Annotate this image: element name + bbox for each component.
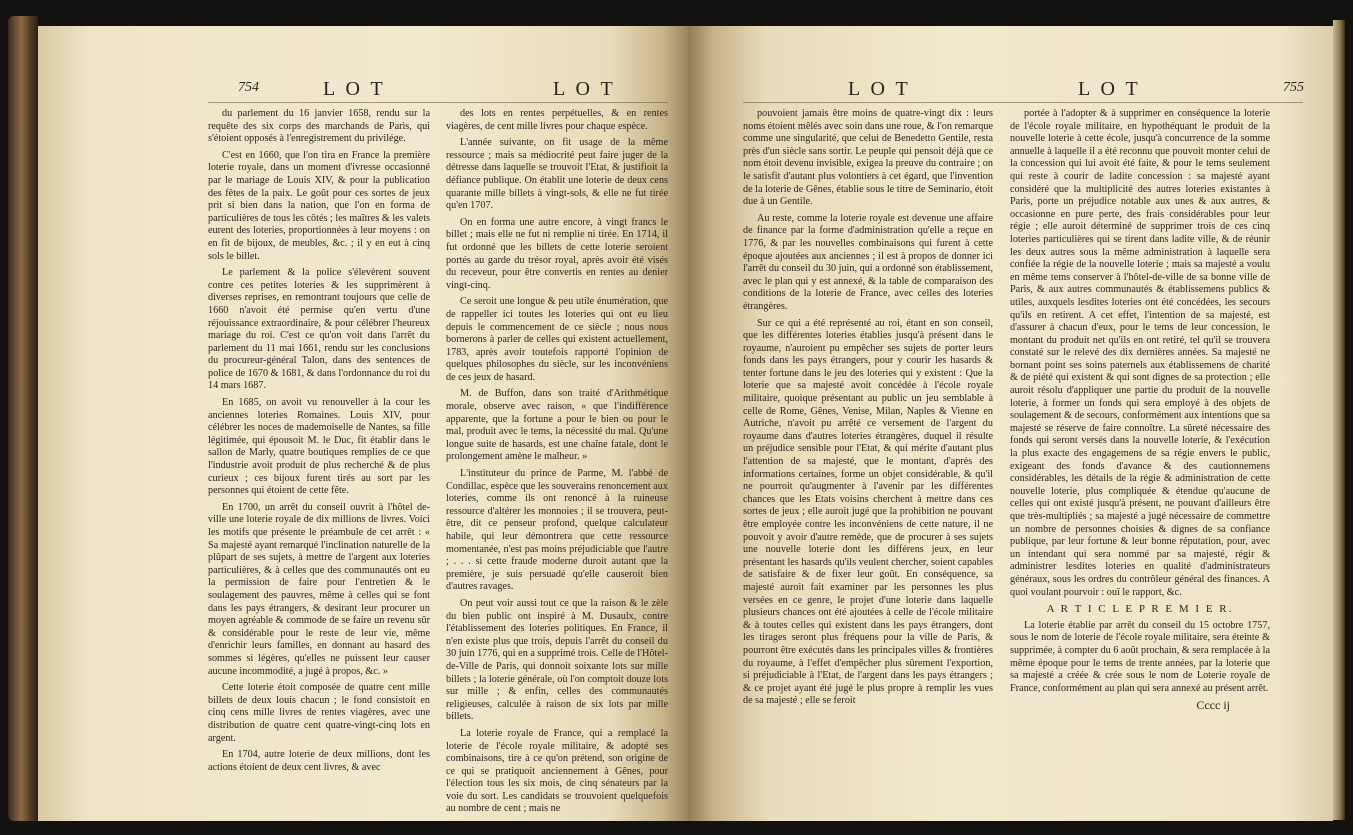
text-column-2	[1010, 108, 1270, 716]
paragraph: M. de Buffon, dans son traité d'Arithmétique morale, observe avec raison, « que l'indifférence apparente, que la fortune a pour le bien ou pour le mal, produit avec le tems, la nécessité du mal. Qu'une longue suite de hasards, est une chaîne fatale, dont le prolongement amène le malheur. »	[446, 388, 668, 463]
paragraph: Ce seroit une longue & peu utile énumération, que de rappeller ici toutes les loteries qui ont eu lieu depuis le commencement de ce siècle ; nous nous bornerons à parler de celles qui existent actuellement, 1783, après avoir toutefois rapporté l'opinion de quelques philosophes du siècle, sur les inconvéniens de ces jeux de hasard.	[446, 296, 668, 383]
paragraph: En 1704, autre loterie de deux millions, dont les actions étoient de deux cent livres, & avec	[208, 749, 430, 773]
paragraph: portée à l'adopter & à supprimer en conséquence la loterie de l'école royale militaire, en hypothéquant le produit de la nouvelle loterie à cette école, jusqu'à concurrence de la somme annuelle à laquelle il a été reconnu que pouvoit monter celui de la concession qui lui avoit été faite, & pour le tems seulement qui reste à courir de ladite concession : sa majesté ayant considéré que la multiplicité des autres loteries existantes à Paris, porte un préjudice notable aux unes & aux autres, & occasionne en pure perte, des frais considérables pour leur régie ; elle auroit déterminé de supprimer trois de ces cinq loteries particulières qui se tirent dans ladite ville, & de réunir les deux autres sous la même administration à laquelle sera confiée la régie de la nouvelle loterie ; mais sa majesté a voulu en même tems conserver à l'hôtel-de-ville de sa bonne ville de Paris, & aux autres communautés & établissemens publics & utiles, auxquels lesdites loteries ont été concédées, les secours qu'ils en retirent. A cet effet, l'intention de sa majesté, est d'assurer à chacun d'eux, pour le tems de leur concession, le montant du produit net qu'ils en ont retiré, tel qu'il se trouvera constaté sur le relevé des dix dernières années. Sa majesté ne bornant point ses soins paternels aux établissemens de charité & de piété qui existent & qui sont dignes de sa protection ; elle auroit résolu d'appliquer une partie du produit de la nouvelle loterie, à former un fonds qui sera employé à des objets de soulagement & de secours, conformément aux intentions que sa majesté se réserve de faire connoître. La sûreté nécessaire des fonds qui seront versés dans la nouvelle loterie, & l'exécution la plus exacte des engagemens de sa régie envers le public, exigeant des fonds d'avance & des cautionnemens considérables, les détails de la régie & administration de cette nouvelle loterie, plus compliquée & étendue qu'aucune de celles qui ont existé jusqu'à présent, ne pouvant d'ailleurs être que très-multipliés ; sa majesté a jugé nécessaire de commettre un nombre de personnes choisies & dignes de sa confiance publique, par leur fortune & leur bonne réputation, pour, avec un intendant qui sera nommé par sa majesté, régir & administrer lesdites loteries en qualité d'administrateurs généraux, sous les ordres du contrôleur général des finances. A quoi voulant pourvoir : ouï le rapport, &c.	[1010, 108, 1270, 598]
paragraph: En 1685, on avoit vu renouveller à la cour les anciennes loteries Romaines. Louis XIV, pour célébrer les noces de mademoiselle de Nantes, sa fille légitimée, qui épousoit M. le Duc, fit établir dans le sallon de Marly, quatre boutiques remplies de ce que l'industrie avoit produit de plus recherché & de plus curieux ; ces bijoux furent tirés au sort par les personnes qui étoient de cette fête.	[208, 397, 430, 497]
paragraph: La loterie royale de France, qui a remplacé la loterie de l'école royale militaire, & adopté ses combinaisons, tire à ce qu'on prétend, son origine de ce qui se pratiquoit anciennement à Gênes, pour l'élection tous les six mois, de cinq sénateurs par la voie du sort. Les candidats se trouvoient quelquefois au nombre de cent ; mais ne	[446, 727, 668, 815]
signature-mark: Cccc ij	[1196, 698, 1230, 713]
paragraph: En 1700, un arrêt du conseil ouvrit à l'hôtel de-ville une loterie royale de dix millions de livres. Voici les motifs que présente le préambule de cet arrêt : « Sa majesté ayant remarqué l'inclination naturelle de la plûpart de ses sujets, à mettre de l'argent aux loteries particulières, & à celles que des communautés ont eu la permission de faire pour l'entretien & le soulagement des pauvres, même à celles qui se font dans les pays étrangers, & desirant leur procurer un moyen agréable & commode de se faire un revenu sûr & considérable pour le reste de leur vie, même d'enrichir leurs familles, en donnant au hasard des sommes si légères, qu'elles ne puissent leur causer aucune incommodité, a jugé à propos, &c. »	[208, 501, 430, 677]
paragraph: Cette loterie étoit composée de quatre cent mille billets de deux louis chacun ; le fond consistoit en cinq cens mille livres de rentes viagères, avec une distribution de quatre cent quatre-vingt-cinq lots en argent.	[208, 682, 430, 744]
book-spine-edge	[8, 16, 38, 821]
running-head: L O T	[323, 78, 386, 100]
paragraph: pouvoient jamais être moins de quatre-vingt dix : leurs noms étoient mêlés avec soin dans une roue, & l'on remarque comme une singularité, que celui de Benedetto Gentile, resta près d'un siècle sans sortir. Le peuple qui pensoit déjà que ce nom étoit devenu invisible, exigea la preuve du contraire ; on le satisfit d'autant plus volontiers à cet égard, que l'invention de la loterie de Gênes, établie sous le titre de Seminario, étoit due à un Gentile.	[743, 108, 993, 208]
paragraph: C'est en 1660, que l'on tira en France la première loterie royale, dans un moment d'ivresse occasionné par le mariage de Louis XIV, & pour la publication des fêtes de la paix. Le goût pour ces sortes de jeux prit si bien dans la nation, que l'on en forma de particulières de tous les côtés ; les maîtres & les valets eurent des loteries, proportionnées à leur moyens : on en fit de bijoux, de meubles, &c. ; il y en eut à cinq sols le billet.	[208, 149, 430, 262]
paragraph: L'année suivante, on fit usage de la même ressource ; mais sa médiocrité peut faire juger de la détresse dans laquelle se trouvoit l'Etat, & justifioit la défiance publique. On établit une loterie de deux cens quarante mille billets à vingt-sols, & elle ne fut tirée qu'en 1707.	[446, 137, 668, 212]
header-rule	[208, 102, 668, 103]
open-book	[8, 6, 1345, 829]
left-page	[38, 26, 688, 821]
paragraph: Le parlement & la police s'élevèrent souvent contre ces petites loteries & les supprimèrent à diverses reprises, en remontrant toujours que celle de 1660 n'avoit été permise qu'en vertu d'une réjouissance extraordinaire, & pour célébrer l'heureux mariage du roi. C'est ce qu'on voit dans l'arrêt du parlement du 11 mai 1661, rendu sur les conclusions du procureur-général Talon, dans des sentences de police de 1670 & 1681, & dans l'ordonnance du roi du 14 mars 1687.	[208, 267, 430, 392]
text-column-2	[446, 108, 668, 820]
paragraph: La loterie établie par arrêt du conseil du 15 octobre 1757, sous le nom de loterie de l'école royale militaire, sera éteinte & supprimée, à compter du 6 août prochain, & sera remplacée à la même époque pour le tems de trente années, par la loterie que sa majesté a créée & crée sous le nom de Loterie royale de France, conformément au plan qui sera annexé au présent arrêt.	[1010, 619, 1270, 694]
paragraph: Au reste, comme la loterie royale est devenue une affaire de finance par la forme d'administration qu'elle a reçue en 1776, & par les nouvelles combinaisons qui furent à cette époque ajoutées aux anciennes ; il est à propos de donner ici l'arrêt du conseil du 30 juin, qui a ordonné son établissement, avec le plan qui y est annexé, & la table de comparaison des conditions de la loterie de France, avec celles des loteries étrangères.	[743, 212, 993, 312]
header-rule	[743, 102, 1303, 103]
paragraph: L'instituteur du prince de Parme, M. l'abbé de Condillac, espèce que les souverains renoncement aux loteries, comme ils ont renoncé à la ruineuse ressource d'altérer les monnoies ; il se trouvera, peut-être, dit ce penseur profond, quelque calculateur habile, qui leur démontrera que cette ressource momentanée, n'est pas moins préjudiciable que l'autre ; . . . si cette fraude moderne duroit autant que la première, je suis persuadé qu'elle causeroit bien d'autres ravages.	[446, 468, 668, 593]
running-head: L O T	[1078, 78, 1141, 100]
paragraph: des lots en rentes perpétuelles, & en rentes viagères, de cent mille livres pour chaque espèce.	[446, 108, 668, 132]
paragraph: On en forma une autre encore, à vingt francs le billet ; mais elle ne fut ni remplie ni tirée. En 1714, il fut ordonné que les billets de cette loterie seroient portés au garde du trésor royal, après avoir été visés du receveur, pour être convertis en rentes au denier vingt-cinq.	[446, 216, 668, 291]
page-number: 754	[238, 80, 259, 95]
text-column-1	[743, 108, 993, 712]
paragraph: On peut voir aussi tout ce que la raison & le zèle du bien public ont inspiré à M. Dusaulx, contre l'établissement des loteries politiques. En France, il n'en existe plus que trois, depuis l'arrêt du conseil du 30 juin 1776, qui en a supprimé trois. Celle de l'Hôtel-de-Ville de Paris, qui donnoit soixante lots sur mille billets ; la loterie générale, où l'on comptoit douze lots sur mille ; & enfin, celles des communautés religieuses, calculée à raison de six lots par mille billets.	[446, 597, 668, 723]
article-heading: A R T I C L E P R E M I E R.	[1046, 603, 1234, 616]
right-page	[688, 26, 1333, 821]
page-number: 755	[1283, 80, 1304, 95]
page-edge	[1333, 20, 1345, 820]
text-column-1	[208, 108, 430, 778]
running-head: L O T	[553, 78, 616, 100]
paragraph: Sur ce qui a été représenté au roi, étant en son conseil, que les différentes loteries établies jusqu'à présent dans le royaume, n'auroient pu empêcher ses sujets de porter leurs fonds dans les pays étrangers, pour y courir les hasards & tenter fortune dans le jeu des loteries qui y existent : Que la loterie que sa majesté avoit concédée à l'école royale militaire, quoique présentant au public un jeu semblable à celle de Rome, Gênes, Venise, Milan, Naples & Vienne en Autriche, n'avoit pu arrêté ce versement de l'argent du royaume dans d'autres loteries étrangères, duquel il résulte un préjudice sensible pour l'Etat, & qui mérite d'autant plus l'attention de sa majesté, que le montant, d'après des informations certaines, forme un objet considérable, & qu'il ne pourroit qu'augmenter à l'avenir par les différentes chances que les Etats voisins cherchent à mettre dans ces sortes de jeux ; elle auroit jugé que la prohibition ne pouvant être employée contre les inconvéniens de cette nature, il ne pouvoit y avoir d'autre remède, que de procurer à ses sujets une nouvelle loterie dont les différens jeux, en leur présentant les hasards qu'ils veulent chercher, soient capables de satisfaire & de fixer leur goût. En conséquence, sa majesté auroit fait examiner par les personnes les plus versées en ce genre, le projet d'une loterie dans laquelle plusieurs chances ont été ajoutées à celle de l'école militaire & à toutes celles qui existent dans les pays étrangers, dont les tirages seront plus fréquens pour la ville de Paris, & pourront être exécutés dans les principales villes & frontières du royaume, à l'effet d'empêcher plus sûrement l'exportion, si préjudiciable à l'Etat, de l'argent dans les pays étrangers ; & ce projet ayant été jugé le plus propre à remplir les vues de sa majesté ; elle se feroit	[743, 317, 993, 707]
paragraph: du parlement du 16 janvier 1658, rendu sur la requête des six corps des marchands de Paris, qui s'étoient opposés à l'enregistrement du privilége.	[208, 108, 430, 145]
running-head: L O T	[848, 78, 911, 100]
